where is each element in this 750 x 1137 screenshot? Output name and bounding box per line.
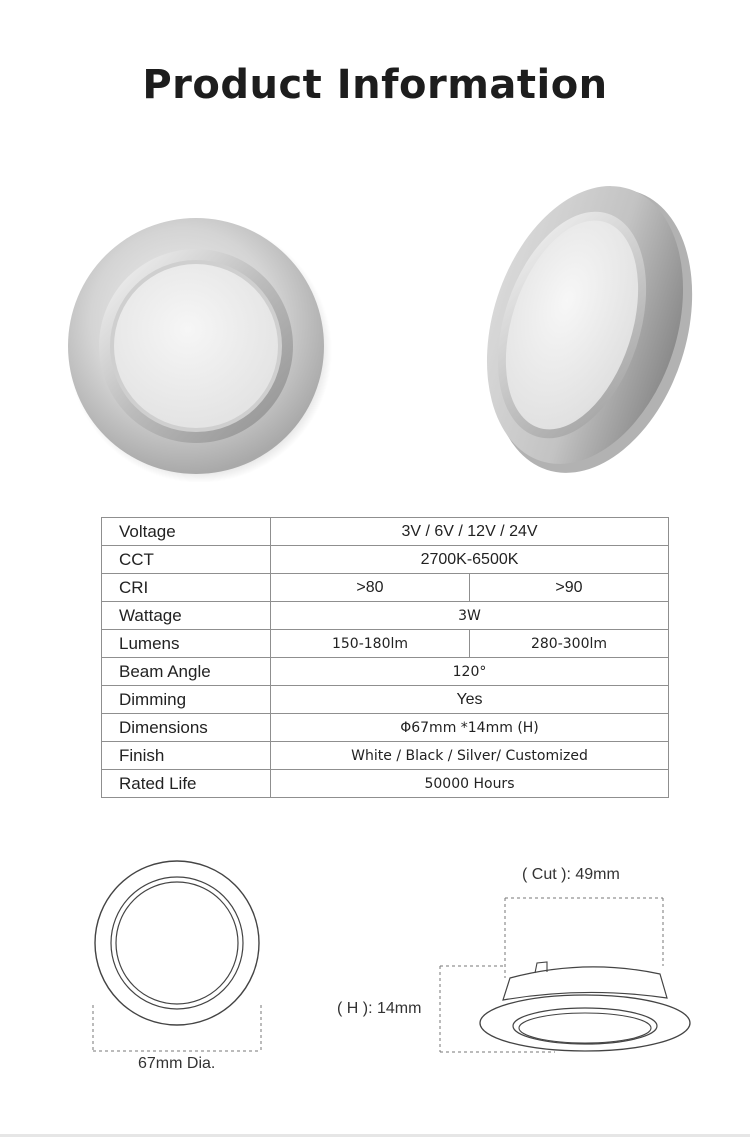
spec-label: CRI <box>102 574 271 602</box>
front-dimension-drawing <box>80 855 280 1065</box>
table-row <box>102 574 669 602</box>
spec-value: White / Black / Silver/ Customized <box>271 742 669 770</box>
product-front-view-image <box>62 212 332 482</box>
table-row <box>102 686 669 714</box>
table-row <box>102 630 669 658</box>
spec-table <box>101 517 669 798</box>
side-dimension-drawing <box>435 888 715 1088</box>
spec-label: Lumens <box>102 630 271 658</box>
spec-value: Φ67mm *14mm (H) <box>271 714 669 742</box>
spec-value: Yes <box>271 686 669 714</box>
spec-label: Rated Life <box>102 770 271 798</box>
height-label: ( H ): 14mm <box>337 1000 422 1017</box>
spec-value: >80 <box>271 574 470 602</box>
spec-value: 3V / 6V / 12V / 24V <box>271 518 669 546</box>
cut-label: ( Cut ): 49mm <box>522 866 620 883</box>
table-row <box>102 658 669 686</box>
spec-label: Wattage <box>102 602 271 630</box>
spec-value: 120° <box>271 658 669 686</box>
spec-label: CCT <box>102 546 271 574</box>
table-row <box>102 714 669 742</box>
spec-value: >90 <box>470 574 669 602</box>
spec-value: 280-300lm <box>470 630 669 658</box>
product-photos <box>0 160 750 490</box>
spec-label: Beam Angle <box>102 658 271 686</box>
dimension-drawings <box>0 850 750 1100</box>
spec-value: 50000 Hours <box>271 770 669 798</box>
table-row <box>102 602 669 630</box>
diameter-label: 67mm Dia. <box>138 1055 216 1072</box>
spec-value: 3W <box>271 602 669 630</box>
spec-label: Dimming <box>102 686 271 714</box>
table-row <box>102 518 669 546</box>
spec-value: 2700K-6500K <box>271 546 669 574</box>
table-row <box>102 742 669 770</box>
spec-label: Dimensions <box>102 714 271 742</box>
page-title: Product Information <box>142 62 608 108</box>
table-row <box>102 546 669 574</box>
spec-label: Finish <box>102 742 271 770</box>
spec-label: Voltage <box>102 518 271 546</box>
product-angled-view-image <box>460 175 700 475</box>
spec-value: 150-180lm <box>271 630 470 658</box>
table-row <box>102 770 669 798</box>
